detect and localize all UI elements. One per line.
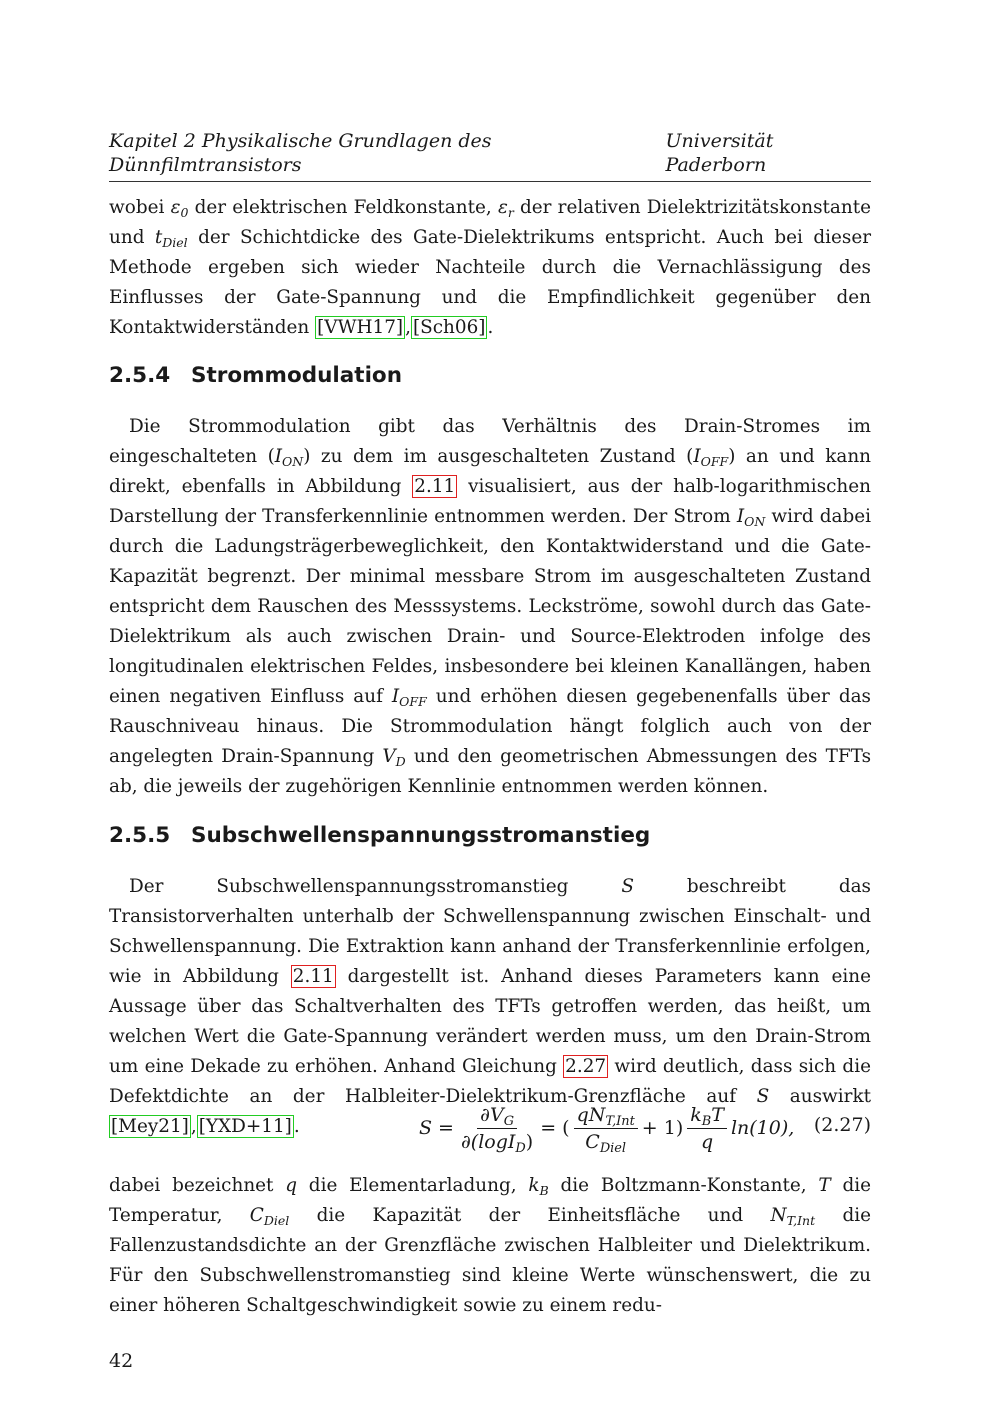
intro-paragraph: wobei $\varepsilon_0$ der elektrischen Feldkonstante, $\varepsilon_r$ der relativen Dielektrizitätskonstante und $t_{Diel}$ der Schichtdicke des Gate-Dielektrikums entspricht. Auch bei dieser Methode ergeben sich wieder Nachteile durch die Vernachlässigung des Einflusses der Gate-Spannung und die Empfindlichkeit gegenüber den Kontaktwiderständen [VWH17] , [Sch06] . <box>109 197 871 338</box>
section-number: 2.5.4 <box>109 363 171 388</box>
subschwellen-paragraph: Der Subschwellenspannungsstromanstieg S beschreibt das Transistorverhalten unterhalb der Schwellenspannung zwischen Einschalt- und Schwellenspannung. Die Extraktion kann anhand der Transferkennlinie erfolgen, wie in Abbildung 2.11 dargestellt ist. Anhand dieses Parameters kann eine Aussage über das Schaltverhalten des TFTs getroffen werden, das heißt, um welchen Wert die Gate-Spannung verändert werden muss, um den Drain-Strom um eine Dekade zu erhöhen. Anhand Gleichung 2.27 wird deutlich, dass sich die Defektdichte an der Halbleiter-Dielektrikum-Grenzfläche auf S auswirkt [Mey21] , [YXD+11] . <box>109 876 872 1137</box>
section-title: Subschwellenspannungsstromanstieg <box>191 823 651 848</box>
section-heading-2-5-4 <box>109 362 402 390</box>
fraction-qnt-cdiel: $\frac{qN_{T,Int}}{C_{Diel}}$ <box>574 1104 638 1153</box>
figure-reference-link[interactable]: 2.11 <box>292 966 334 987</box>
citation-link[interactable]: [YXD+11] <box>198 1116 292 1137</box>
section-title: Strommodulation <box>191 363 403 388</box>
equation-body: S = $\frac{\partial V_G}{\partial(\log I_D)}$ = ( $\frac{qN_{T,Int}}{C_{Diel}}$ + 1) $\frac{k_BT}{q}$ ln(10), <box>419 1103 795 1156</box>
fraction-kbt-q: $\frac{k_BT}{q}$ <box>687 1104 727 1153</box>
section-heading-2-5-5 <box>109 822 650 850</box>
citation-link[interactable]: [VWH17] <box>317 317 404 338</box>
section-number: 2.5.5 <box>109 823 171 848</box>
citation-link[interactable]: [Mey21] <box>111 1116 189 1137</box>
definitions-paragraph: dabei bezeichnet q die Elementarladung, $k_B$ die Boltzmann-Konstante, T die Temperatur, $C_{Diel}$ die Kapazität der Einheitsfläche und $N_{T,Int}$ die Fallenzustandsdichte an der Grenzfläche zwischen Halbleiter und Dielektrikum. Für den Subschwellenstromanstieg sind kleine Werte wünschenswert, die zu einer höheren Schaltgeschwindigkeit sowie zu einem redu- <box>109 1175 871 1316</box>
page-number: 42 <box>109 1350 134 1372</box>
equation-2-27 <box>109 1098 871 1158</box>
citation-link[interactable]: [Sch06] <box>412 317 486 338</box>
fraction-dvg-dlogid: $\frac{\partial V_G}{\partial(\log I_D)}$ <box>460 1103 534 1156</box>
figure-reference-link[interactable]: 2.11 <box>414 476 456 497</box>
strommodulation-paragraph: Die Strommodulation gibt das Verhältnis des Drain-Stromes im eingeschalteten $(I_{ON})$ zu dem im ausgeschalteten Zustand $(I_{OFF})$ an und kann direkt, ebenfalls in Abbildung 2.11 visualisiert, aus der halb-logarithmischen Darstellung der Transferkennlinie entnommen werden. Der Strom $I_{ON}$ wird dabei durch die Ladungsträgerbeweglichkeit, den Kontaktwiderstand und die Gate-Kapazität begrenzt. Der minimal messbare Strom im ausgeschalteten Zustand entspricht dem Rauschen des Messsystems. Leckströme, sowohl durch das Gate-Dielektrikum als auch zwischen Drain- und Source-Elektroden infolge des longitudinalen elektrischen Feldes, insbesondere bei kleinen Kanallängen, haben einen negativen Einfluss auf $I_{OFF}$ und erhöhen diesen gegebenenfalls über das Rauschniveau hinaus. Die Strommodulation hängt folglich auch von der angelegten Drain-Spannung $V_D$ und den geometrischen Abmessungen des TFTs ab, die jeweils der zugehörigen Kennlinie entnommen werden können. <box>109 416 872 797</box>
equation-number: (2.27) <box>813 1114 871 1136</box>
chapter-title: Kapitel 2 Physikalische Grundlagen des Dünnfilmtransistors <box>109 130 492 176</box>
university-name: Universität Paderborn <box>665 130 774 176</box>
running-header <box>109 129 871 182</box>
equation-reference-link[interactable]: 2.27 <box>565 1056 607 1077</box>
